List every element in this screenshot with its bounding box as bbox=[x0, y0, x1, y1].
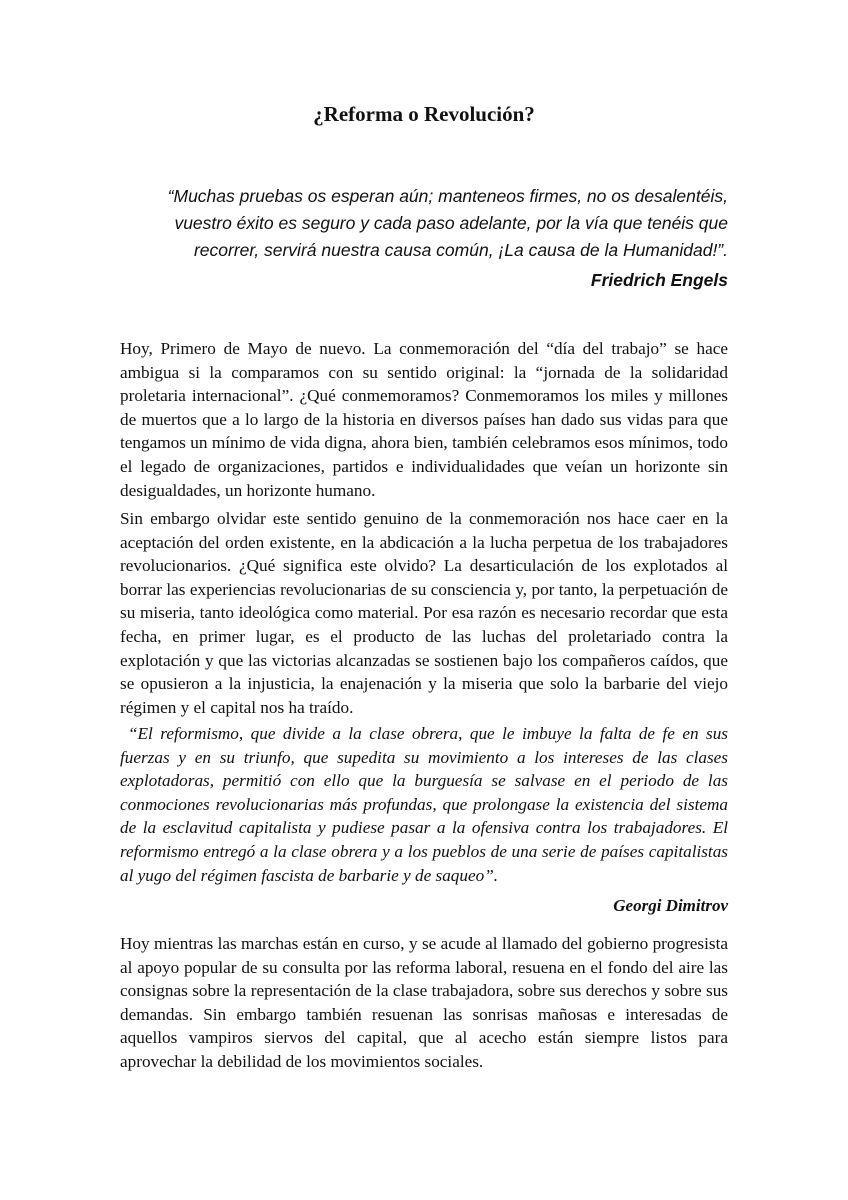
paragraph-3: Hoy mientras las marchas están en curso, y se acude al llamado del gobierno progresista al apoyo popular de su consulta por las reforma laboral, resuena en el fondo del aire las consignas sobre la representación de la clase trabajadora, sobre sus derechos y sobre sus demandas. Sin embargo también resuenan las sonrisas mañosas e interesadas de aquellos vampiros siervos del capital, que al acecho están siempre listos para aprovechar la debilidad de los movimientos sociales. bbox=[120, 934, 728, 1071]
block-quote: “El reformismo, que divide a la clase obrera, que le imbuye la falta de fe en sus fuerzas y en su triunfo, que supedita su movimiento a los intereses de las clases explotadoras, permitió con ello que la burguesía se salvase en el periodo de las conmociones revolucionarias más profundas, que prolongase la existencia del sistema de la esclavitud capitalista y pudiese pasar a la ofensiva contra los trabajadores. El reformismo entregó a la clase obrera y a los pueblos de una serie de países capitalistas al yugo del régimen fascista de barbarie y de saqueo”. bbox=[120, 724, 728, 885]
page-title: ¿Reforma o Revolución? bbox=[313, 102, 535, 126]
block-quote-author: Georgi Dimitrov bbox=[613, 896, 728, 915]
paragraph-1: Hoy, Primero de Mayo de nuevo. La conmemoración del “día del trabajo” se hace ambigua si la comparamos con su sentido original: la “jornada de la solidaridad proletaria internacional”. ¿Qué conmemoramos? Conmemoramos los miles y millones de muertos que a lo largo de la historia en diversos países han dado sus vidas para que tengamos un mínimo de vida digna, ahora bien, también celebramos esos mínimos, todo el legado de organizaciones, partidos e individualidades que veían un horizonte sin desigualdades, un horizonte humano. bbox=[120, 339, 728, 500]
epigraph-quote: “Muchas pruebas os esperan aún; manteneos firmes, no os desalentéis, vuestro éxito es seguro y cada paso adelante, por la vía que tenéis que recorrer, servirá nuestra causa común, ¡La causa de la Humanidad!”. bbox=[167, 186, 728, 260]
epigraph-author: Friedrich Engels bbox=[590, 270, 728, 290]
paragraph-2: Sin embargo olvidar este sentido genuino de la conmemoración nos hace caer en la aceptación del orden existente, en la abdicación a la lucha perpetua de los trabajadores revolucionarios. ¿Qué significa este olvido? La desarticulación de los explotados al borrar las experiencias revolucionarias de su consciencia y, por tanto, la perpetuación de su miseria, tanto ideológica como material. Por esa razón es necesario recordar que esta fecha, en primer lugar, es el producto de las luchas del proletariado contra la explotación y que las victorias alcanzadas se sostienen bajo los compañeros caídos, que se opusieron a la injusticia, la enajenación y la miseria que solo la barbarie del viejo régimen y el capital nos ha traído. bbox=[120, 509, 728, 717]
